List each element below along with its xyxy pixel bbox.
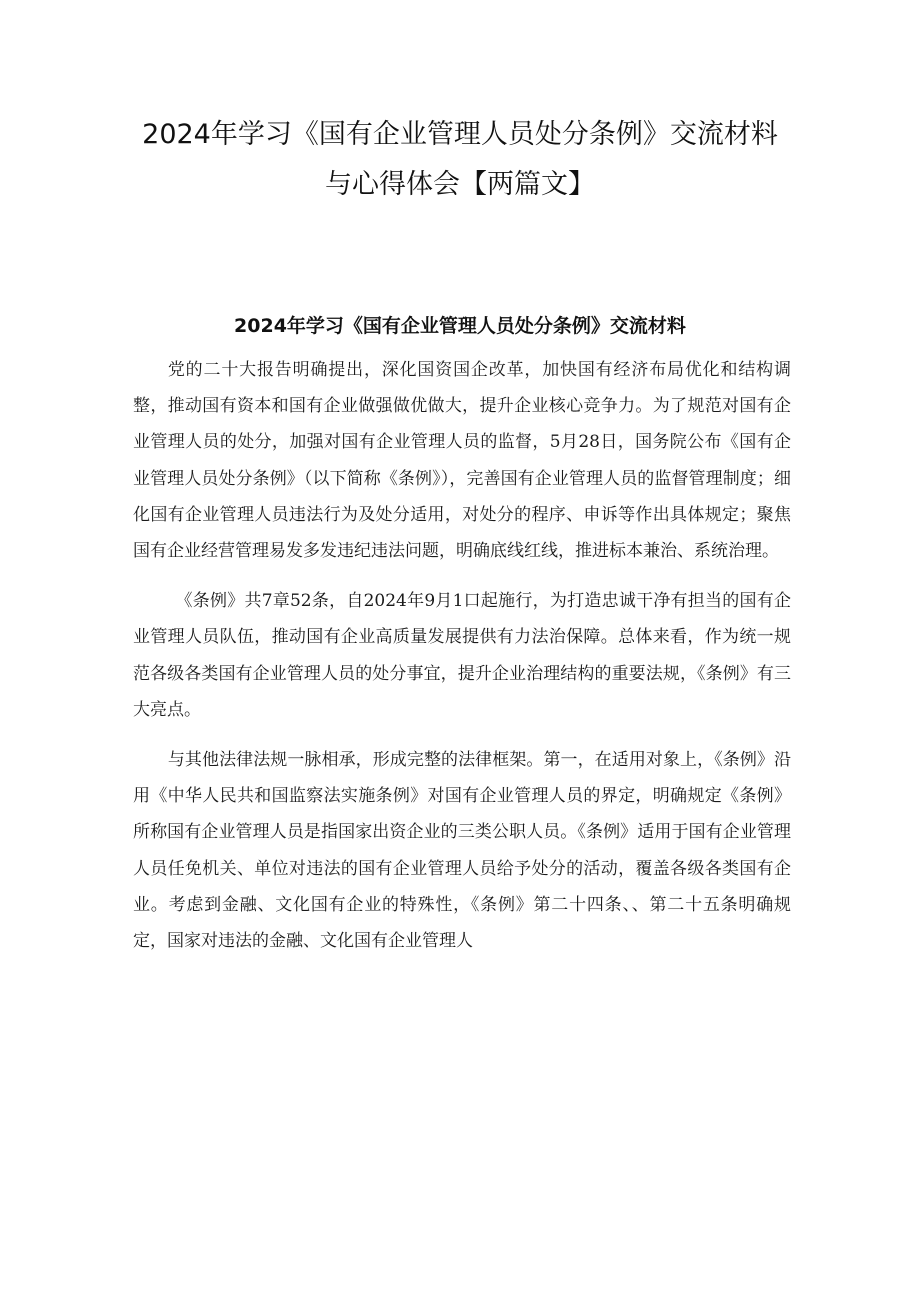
paragraph-2: 《条例》共7章52条，自2024年9月1口起施行，为打造忠诚干净有担当的国有企业管理人员队伍，推动国有企业高质量发展提供有力法治保障。总体来看，作为统一规范各级各类国有企业管理人员的处分事宜，提升企业治理结构的重要法规，《条例》有三大亮点。 [133,591,791,720]
document-title-line-2: 与心得体会【两篇文】 [325,169,595,200]
section-heading: 2024年学习《国有企业管理人员处分条例》交流材料 [234,315,686,337]
paragraph-3: 与其他法律法规一脉相承，形成完整的法律框架。第一，在适用对象上，《条例》沿用《中华人民共和国监察法实施条例》对国有企业管理人员的界定，明确规定《条例》所称国有企业管理人员是指国家出资企业的三类公职人员。《条例》适用于国有企业管理人员任免机关、单位对违法的国有企业管理人员给予处分的活动，覆盖各级各类国有企业。考虑到金融、文化国有企业的特殊性，《条例》第二十四条、、第二十五条明确规定，国家对违法的金融、文化国有企业管理人 [133,750,791,952]
document-body [133,352,791,973]
document-title-line-1: 2024年学习《国有企业管理人员处分条例》交流材料 [142,119,778,150]
document-title [120,110,800,210]
paragraph-1: 党的二十大报告明确提出，深化国资国企改革，加快国有经济布局优化和结构调整，推动国有资本和国有企业做强做优做大，提升企业核心竞争力。为了规范对国有企业管理人员的处分，加强对国有企业管理人员的监督，5月28日，国务院公布《国有企业管理人员处分条例》（以下简称《条例》），完善国有企业管理人员的监督管理制度；细化国有企业管理人员违法行为及处分适用，对处分的程序、申诉等作出具体规定；聚焦国有企业经营管理易发多发违纪违法问题，明确底线红线，推进标本兼治、系统治理。 [133,360,791,562]
